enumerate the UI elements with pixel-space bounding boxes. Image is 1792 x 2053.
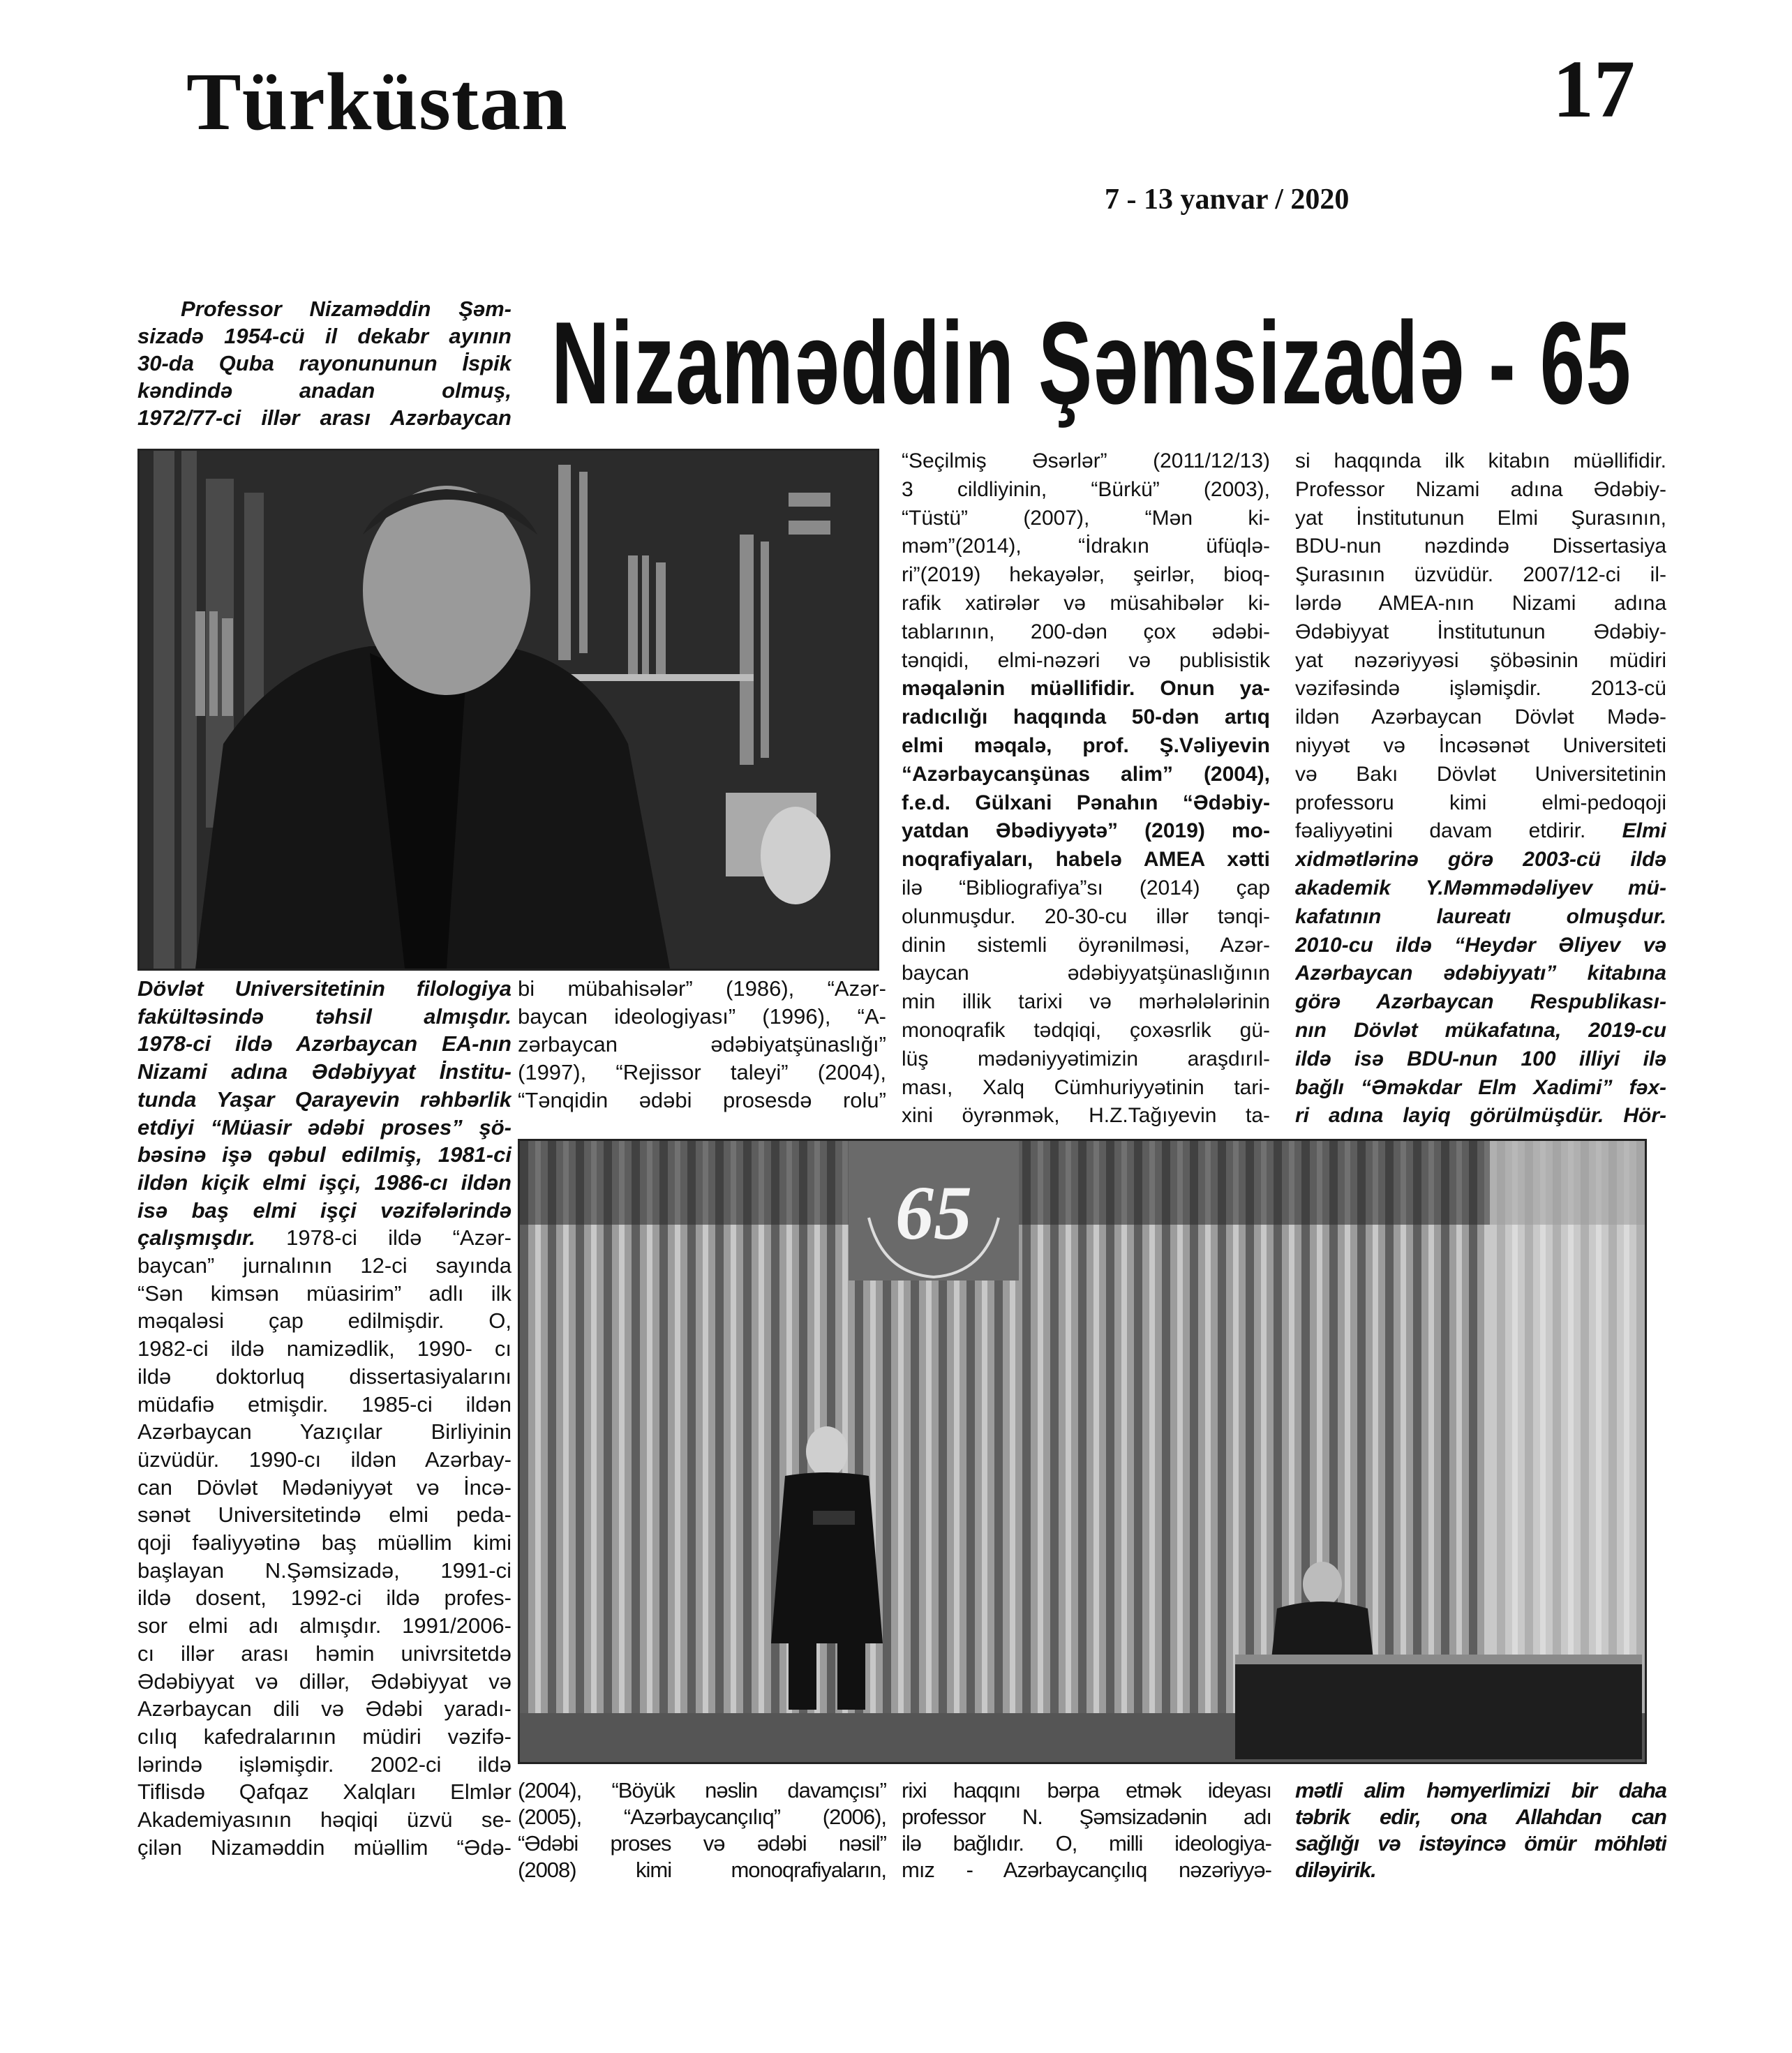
text-segment: mız - Azərbaycançılıq nəzəriyyə-: [902, 1858, 1271, 1882]
text-segment: (2008) kimi monoqrafiyaların,: [518, 1858, 886, 1882]
text-segment: ri adına layiq görülmüşdür. Hör-: [1295, 1104, 1666, 1128]
text-segment: radıcılığı haqqında 50-dən artıq: [902, 706, 1270, 729]
text-line: [1295, 732, 1666, 761]
text-line: [137, 1723, 512, 1751]
text-segment: xidmətlərinə görə 2003-cü ildə: [1295, 848, 1666, 872]
text-line: [137, 1141, 512, 1169]
text-line: [1295, 1777, 1666, 1804]
text-line: [902, 505, 1270, 533]
text-segment: elmi məqalə, prof. Ş.Vəliyevin: [902, 733, 1270, 757]
text-segment: professor N. Şəmsizadənin adı: [902, 1805, 1271, 1829]
text-line: [902, 447, 1270, 476]
text-line: [137, 295, 512, 322]
text-line: [902, 703, 1270, 732]
text-line: [518, 1087, 886, 1114]
text-line: [1295, 789, 1666, 818]
text-segment: bağlı “Əməkdar Elm Xadimi” fəx-: [1295, 1075, 1666, 1099]
text-line: [518, 975, 886, 1003]
text-line: [137, 1169, 512, 1197]
article-intro: [137, 295, 512, 431]
text-segment: fakültəsində təhsil almışdır.: [137, 1003, 512, 1029]
text-line: [1295, 761, 1666, 789]
text-segment: 30-da Quba rayonununun İspik: [137, 351, 512, 375]
text-line: [1295, 960, 1666, 988]
text-line: [1295, 1804, 1666, 1830]
text-line: [902, 532, 1270, 561]
text-segment: “Ədəbi proses və ədəbi nəsil”: [518, 1831, 886, 1856]
text-line: [137, 1363, 512, 1391]
text-line: [902, 1102, 1270, 1130]
text-line: [518, 1777, 886, 1804]
text-line: [518, 1857, 886, 1883]
text-segment: cılıq kafedralarının müdiri vəzifə-: [137, 1724, 512, 1749]
text-segment: Ədəbiyyat və dillər, Ədəbiyyat və: [137, 1668, 512, 1694]
text-segment: tənqidi, elmi-nəzəri və publisistik: [902, 648, 1270, 672]
newspaper-masthead: Türküstan: [186, 56, 568, 147]
text-segment: məqalənin müəllifidir. Onun ya-: [902, 677, 1270, 701]
text-line: [1295, 1830, 1666, 1857]
text-segment: təbrik edir, ona Allahdan can: [1295, 1805, 1666, 1829]
text-segment: məm”(2014), “İdrakın üfüqlə-: [902, 535, 1270, 558]
text-segment: 1978-ci ildə “Azər-: [255, 1225, 512, 1251]
text-segment: Azərbaycan ədəbiyyatı” kitabına: [1295, 962, 1666, 985]
text-segment: yat nəzəriyyəsi şöbəsinin müdiri: [1295, 648, 1666, 672]
text-segment: ildən kiçik elmi işçi, 1986-cı ildən: [137, 1170, 512, 1195]
text-segment: Ədəbiyyat İnstitutunun Ədəbiy-: [1295, 620, 1666, 643]
stage-event-photo-image: [520, 1141, 1645, 1762]
text-segment: Nizami adına Ədəbiyyat İnstitu-: [137, 1059, 512, 1084]
text-segment: kafatının laureatı olmuşdur.: [1295, 904, 1666, 928]
text-segment: niyyət və İncəsənət Universiteti: [1295, 733, 1666, 757]
text-segment: xini öyrənmək, H.Z.Tağıyevin ta-: [902, 1104, 1270, 1128]
text-segment: zərbaycan ədəbiyatşünaslığı”: [518, 1032, 886, 1057]
text-segment: ildə isə BDU-nun 100 illiyi ilə: [1295, 1047, 1666, 1070]
text-segment: yat İnstitutunun Elmi Şurasının,: [1295, 506, 1666, 530]
text-line: [902, 846, 1270, 874]
text-line: [137, 1058, 512, 1086]
text-line: [1295, 447, 1666, 476]
text-segment: Tiflisdə Qafqaz Xalqları Elmlər: [137, 1779, 512, 1805]
text-line: [137, 322, 512, 350]
article-column-4-bottom: [1295, 1777, 1666, 1883]
text-line: [902, 1804, 1271, 1830]
text-segment: üzvüdür. 1990-cı ildən Azərbay-: [137, 1447, 512, 1472]
text-segment: ildə doktorluq dissertasiyalarını: [137, 1364, 512, 1389]
text-segment: “Tənqidin ədəbi prosesdə rolu”: [518, 1088, 886, 1112]
portrait-photo: [137, 449, 879, 971]
text-segment: 2010-cu ildə “Heydər Əliyev və: [1295, 933, 1666, 957]
text-line: [137, 1778, 512, 1806]
text-line: [137, 1280, 512, 1308]
text-line: [902, 1777, 1271, 1804]
text-segment: ilə “Bibliografiya”sı (2014) çap: [902, 876, 1270, 899]
article-column-4: [1295, 447, 1666, 1130]
text-line: [518, 1059, 886, 1087]
text-line: [902, 1017, 1270, 1045]
text-line: [137, 1086, 512, 1114]
text-segment: Akademiyasının həqiqi üzvü se-: [137, 1807, 512, 1832]
text-line: [137, 1114, 512, 1142]
text-segment: Azərbaycan dili və Ədəbi yaradı-: [137, 1696, 512, 1722]
text-segment: çilən Nizaməddin müəllim “Ədə-: [137, 1835, 512, 1860]
text-line: [902, 1830, 1271, 1857]
text-line: [902, 476, 1270, 505]
text-line: [902, 561, 1270, 590]
text-line: [137, 1391, 512, 1419]
text-segment: kəndində anadan olmuş,: [137, 378, 512, 403]
text-line: [518, 1804, 886, 1830]
text-line: [902, 903, 1270, 932]
text-line: [137, 1584, 512, 1612]
text-segment: “Azərbaycanşünas alim” (2004),: [902, 762, 1270, 786]
text-line: [1295, 1017, 1666, 1045]
text-segment: mətli alim həmyerlimizi bir daha: [1295, 1778, 1666, 1802]
text-line: [902, 732, 1270, 761]
text-line: [1295, 703, 1666, 732]
text-line: [1295, 932, 1666, 960]
text-segment: lərində işləmişdir. 2002-ci ildə: [137, 1752, 512, 1777]
text-line: [1295, 903, 1666, 932]
anniversary-banner-number: 65: [895, 1170, 972, 1255]
text-segment: ri”(2019) hekayələr, şeirlər, bioq-: [902, 563, 1270, 587]
text-segment: noqrafiyaları, habelə AMEA xətti: [902, 848, 1270, 872]
text-segment: (1997), “Rejissor taleyi” (2004),: [518, 1060, 886, 1084]
text-line: [137, 975, 512, 1003]
text-line: [137, 1668, 512, 1696]
text-segment: “Sən kimsən müasirim” adlı ilk: [137, 1281, 512, 1306]
text-line: [137, 377, 512, 404]
text-line: [902, 590, 1270, 618]
text-line: [137, 350, 512, 377]
article-column-3-bottom: [902, 1777, 1271, 1883]
text-line: [1295, 817, 1666, 846]
text-line: [902, 675, 1270, 703]
text-segment: Professor Nizami adına Ədəbiy-: [1295, 477, 1666, 501]
text-line: [1295, 988, 1666, 1017]
text-line: [137, 404, 512, 431]
text-segment: olunmuşdur. 20-30-cu illər tənqi-: [902, 904, 1270, 928]
text-segment: cı illər arası həmin univrsitetdə: [137, 1641, 512, 1666]
text-line: [1295, 505, 1666, 533]
text-line: [137, 1751, 512, 1779]
text-segment: vəzifəsində işləmişdir. 2013-cü: [1295, 677, 1666, 701]
text-segment: f.e.d. Gülxani Pənahın “Ədəbiy-: [902, 791, 1270, 814]
text-segment: məqaləsi çap edilmişdir. O,: [137, 1308, 512, 1334]
text-segment: Dövlət Universitetinin filologiya: [137, 976, 512, 1001]
text-line: [902, 647, 1270, 675]
text-segment: qoji fəaliyyətinə baş müəllim kimi: [137, 1530, 512, 1555]
page-number: 17: [1553, 43, 1635, 135]
text-line: [137, 1695, 512, 1723]
text-line: [1295, 1102, 1666, 1130]
text-line: [137, 1806, 512, 1834]
text-segment: və Bakı Dövlət Universitetinin: [1295, 762, 1666, 786]
text-segment: “Tüstü” (2007), “Mən ki-: [902, 506, 1270, 530]
text-segment: baycan ideologiyası” (1996), “A-: [518, 1004, 886, 1029]
text-line: [137, 1224, 512, 1252]
text-segment: rixi haqqını bərpa etmək ideyası: [902, 1778, 1271, 1802]
text-line: [137, 1501, 512, 1529]
text-line: [137, 1418, 512, 1446]
text-segment: Elmi: [1622, 819, 1666, 843]
text-segment: 1972/77-ci illər arası Azərbaycan: [137, 405, 512, 430]
text-line: [518, 1003, 886, 1031]
text-segment: si haqqında ilk kitabın müəllifidir.: [1295, 449, 1666, 472]
text-segment: sənət Universitetində elmi peda-: [137, 1502, 512, 1528]
text-segment: tunda Yaşar Qarayevin rəhbərlik: [137, 1087, 512, 1112]
text-line: [902, 817, 1270, 846]
text-segment: sor elmi adı almışdır. 1991/2006-: [137, 1613, 512, 1638]
text-segment: dinin sistemli öyrənilməsi, Azər-: [902, 933, 1270, 957]
text-line: [902, 618, 1270, 647]
text-line: [137, 1335, 512, 1363]
text-line: [518, 1031, 886, 1059]
text-line: [902, 761, 1270, 789]
text-line: [902, 1074, 1270, 1103]
text-line: [1295, 1074, 1666, 1103]
issue-date: 7 - 13 yanvar / 2020: [1105, 184, 1350, 216]
text-segment: ildən Azərbaycan Dövlət Mədə-: [1295, 706, 1666, 729]
text-segment: fəaliyyətini davam etdirir.: [1295, 819, 1622, 843]
text-line: [137, 1197, 512, 1225]
text-line: [1295, 1857, 1666, 1883]
text-line: [1295, 874, 1666, 903]
text-line: [137, 1003, 512, 1031]
text-line: [137, 1446, 512, 1474]
text-line: [137, 1474, 512, 1502]
text-line: [137, 1557, 512, 1585]
text-line: [1295, 618, 1666, 647]
text-line: [902, 1045, 1270, 1074]
text-segment: ilə bağlıdır. O, milli ideologiya-: [902, 1831, 1271, 1856]
text-segment: görə Azərbaycan Respublikası-: [1295, 990, 1666, 1014]
text-segment: bəsinə işə qəbul edilmiş, 1981-ci: [137, 1142, 512, 1167]
text-segment: sizadə 1954-cü il dekabr ayının: [137, 324, 512, 348]
text-segment: (2005), “Azərbaycançılıq” (2006),: [518, 1805, 886, 1829]
text-segment: Professor Nizaməddin Şəm-: [181, 297, 512, 321]
text-line: [902, 789, 1270, 818]
text-segment: 3 cildliyinin, “Bürkü” (2003),: [902, 477, 1270, 501]
text-line: [1295, 675, 1666, 703]
text-segment: isə baş elmi işçi vəzifələrində: [137, 1197, 512, 1223]
text-segment: başlayan N.Şəmsizadə, 1991-ci: [137, 1558, 512, 1583]
text-segment: etdiyi “Müasir ədəbi proses” şö-: [137, 1114, 512, 1140]
text-segment: akademik Y.Məmmədəliyev mü-: [1295, 876, 1666, 899]
text-segment: lüş mədəniyyətimizin araşdırıl-: [902, 1047, 1270, 1070]
text-segment: (2004), “Böyük nəslin davamçısı”: [518, 1778, 886, 1802]
article-column-1: [137, 975, 512, 1862]
text-segment: Azərbaycan Yazıçılar Birliyinin: [137, 1419, 512, 1444]
text-segment: BDU-nun nəzdində Dissertasiya: [1295, 535, 1666, 558]
text-line: [137, 1612, 512, 1640]
portrait-photo-image: [140, 451, 877, 969]
article-column-2-top: [518, 975, 886, 1114]
text-segment: çalışmışdır.: [137, 1225, 255, 1251]
text-line: [902, 874, 1270, 903]
text-line: [518, 1830, 886, 1857]
text-segment: lərdə AMEA-nın Nizami adına: [1295, 591, 1666, 615]
text-segment: min illik tarixi və mərhələlərinin: [902, 990, 1270, 1014]
text-line: [137, 1252, 512, 1280]
text-line: [137, 1834, 512, 1862]
text-line: [902, 1857, 1271, 1883]
text-segment: baycan” jurnalının 12-ci sayında: [137, 1253, 512, 1278]
text-line: [137, 1640, 512, 1668]
text-segment: ması, Xalq Cümhuriyyətinin tari-: [902, 1075, 1270, 1099]
text-line: [902, 988, 1270, 1017]
text-line: [1295, 476, 1666, 505]
text-line: [137, 1030, 512, 1058]
text-segment: Şurasının üzvüdür. 2007/12-ci il-: [1295, 563, 1666, 587]
text-line: [1295, 1045, 1666, 1074]
text-segment: bi mübahisələr” (1986), “Azər-: [518, 976, 886, 1001]
article-headline: Nizaməddin Şəmsizadə - 65: [551, 297, 1632, 428]
text-segment: baycan ədəbiyyatşünaslığının: [902, 962, 1270, 985]
text-segment: monoqrafik tədqiqi, çoxəsrlik gü-: [902, 1018, 1270, 1042]
text-segment: diləyirik.: [1295, 1858, 1376, 1882]
text-segment: tablarının, 200-dən çox ədəbi-: [902, 620, 1270, 643]
stage-event-photo: [518, 1139, 1647, 1764]
text-line: [1295, 590, 1666, 618]
text-segment: rafik xatirələr və müsahibələr ki-: [902, 591, 1270, 615]
article-column-3: [902, 447, 1270, 1130]
text-line: [902, 960, 1270, 988]
text-segment: nın Dövlət mükafatına, 2019-cu: [1295, 1018, 1666, 1042]
text-line: [137, 1529, 512, 1557]
text-segment: 1982-ci ildə namizədlik, 1990- cı: [137, 1336, 512, 1361]
text-line: [137, 1307, 512, 1335]
text-line: [1295, 647, 1666, 675]
article-column-2-bottom: [518, 1777, 886, 1883]
text-segment: 1978-ci ildə Azərbaycan EA-nın: [137, 1031, 512, 1057]
text-line: [1295, 846, 1666, 874]
text-segment: professoru kimi elmi-pedoqoji: [1295, 791, 1666, 814]
text-line: [1295, 532, 1666, 561]
text-line: [1295, 561, 1666, 590]
text-line: [902, 932, 1270, 960]
text-segment: yatdan Əbədiyyətə” (2019) mo-: [902, 819, 1270, 843]
text-segment: sağlığı və istəyincə ömür möhləti: [1295, 1831, 1666, 1856]
text-segment: “Seçilmiş Əsərlər” (2011/12/13): [902, 449, 1270, 472]
text-segment: can Dövlət Mədəniyyət və İncə-: [137, 1475, 512, 1500]
text-segment: müdafiə etmişdir. 1985-ci ildən: [137, 1391, 512, 1417]
text-segment: ildə dosent, 1992-ci ildə profes-: [137, 1585, 512, 1611]
